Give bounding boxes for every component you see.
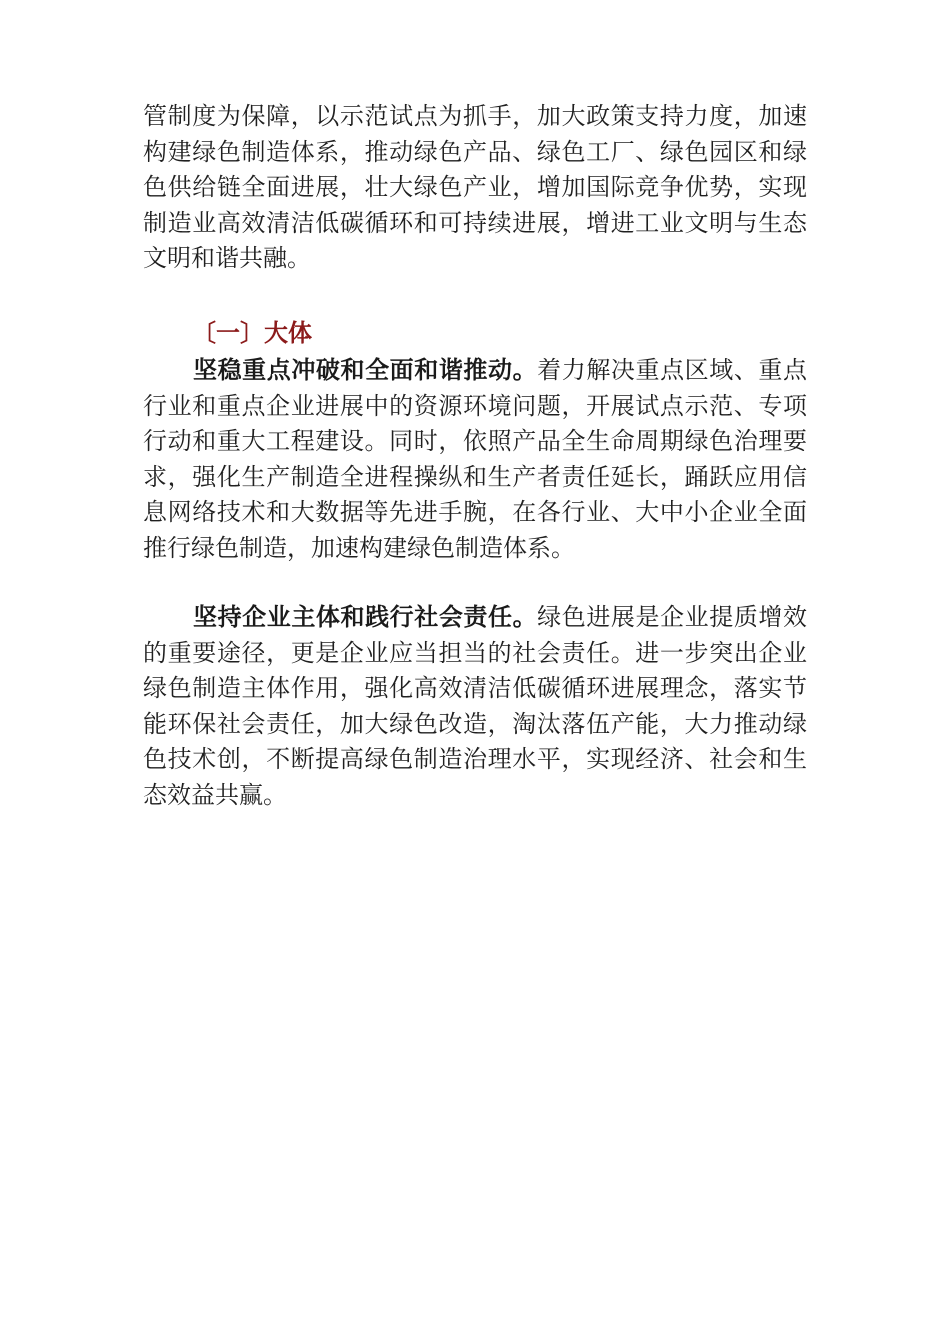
paragraph-key-breakthrough xyxy=(143,353,807,566)
paragraph-lead: 坚持企业主体和践行社会责任。 xyxy=(193,603,538,631)
section-heading: 〔一〕大体 xyxy=(192,319,312,347)
paragraph-body: 着力解决重点区域、重点行业和重点企业进展中的资源环境问题，开展试点示范、专项行动和重大工程建设。同时，依照产品全生命周期绿色治理要求，强化生产制造全进程操纵和生产者责任延长，踊跃应用信息网络技术和大数据等先进手腕，在各行业、大中小企业全面推行绿色制造，加速构建绿色制造体系。 xyxy=(143,356,808,562)
paragraph-intro: 管制度为保障，以示范试点为抓手，加大政策支持力度，加速构建绿色制造体系，推动绿色产品、绿色工厂、绿色园区和绿色供给链全面进展，壮大绿色产业，增加国际竞争优势，实现制造业高效清洁低碳循环和可持续进展，增进工业文明与生态文明和谐共融。 xyxy=(143,102,807,272)
paragraph-body: 绿色进展是企业提质增效的重要途径，更是企业应当担当的社会责任。进一步突出企业绿色制造主体作用，强化高效清洁低碳循环进展理念，落实节能环保社会责任，加大绿色改造，淘汰落伍产能，大力推动绿色技术创，不断提高绿色制造治理水平，实现经济、社会和生态效益共赢。 xyxy=(143,603,808,809)
paragraph-enterprise-responsibility xyxy=(143,600,807,813)
paragraph-lead: 坚稳重点冲破和全面和谐推动。 xyxy=(193,356,538,384)
